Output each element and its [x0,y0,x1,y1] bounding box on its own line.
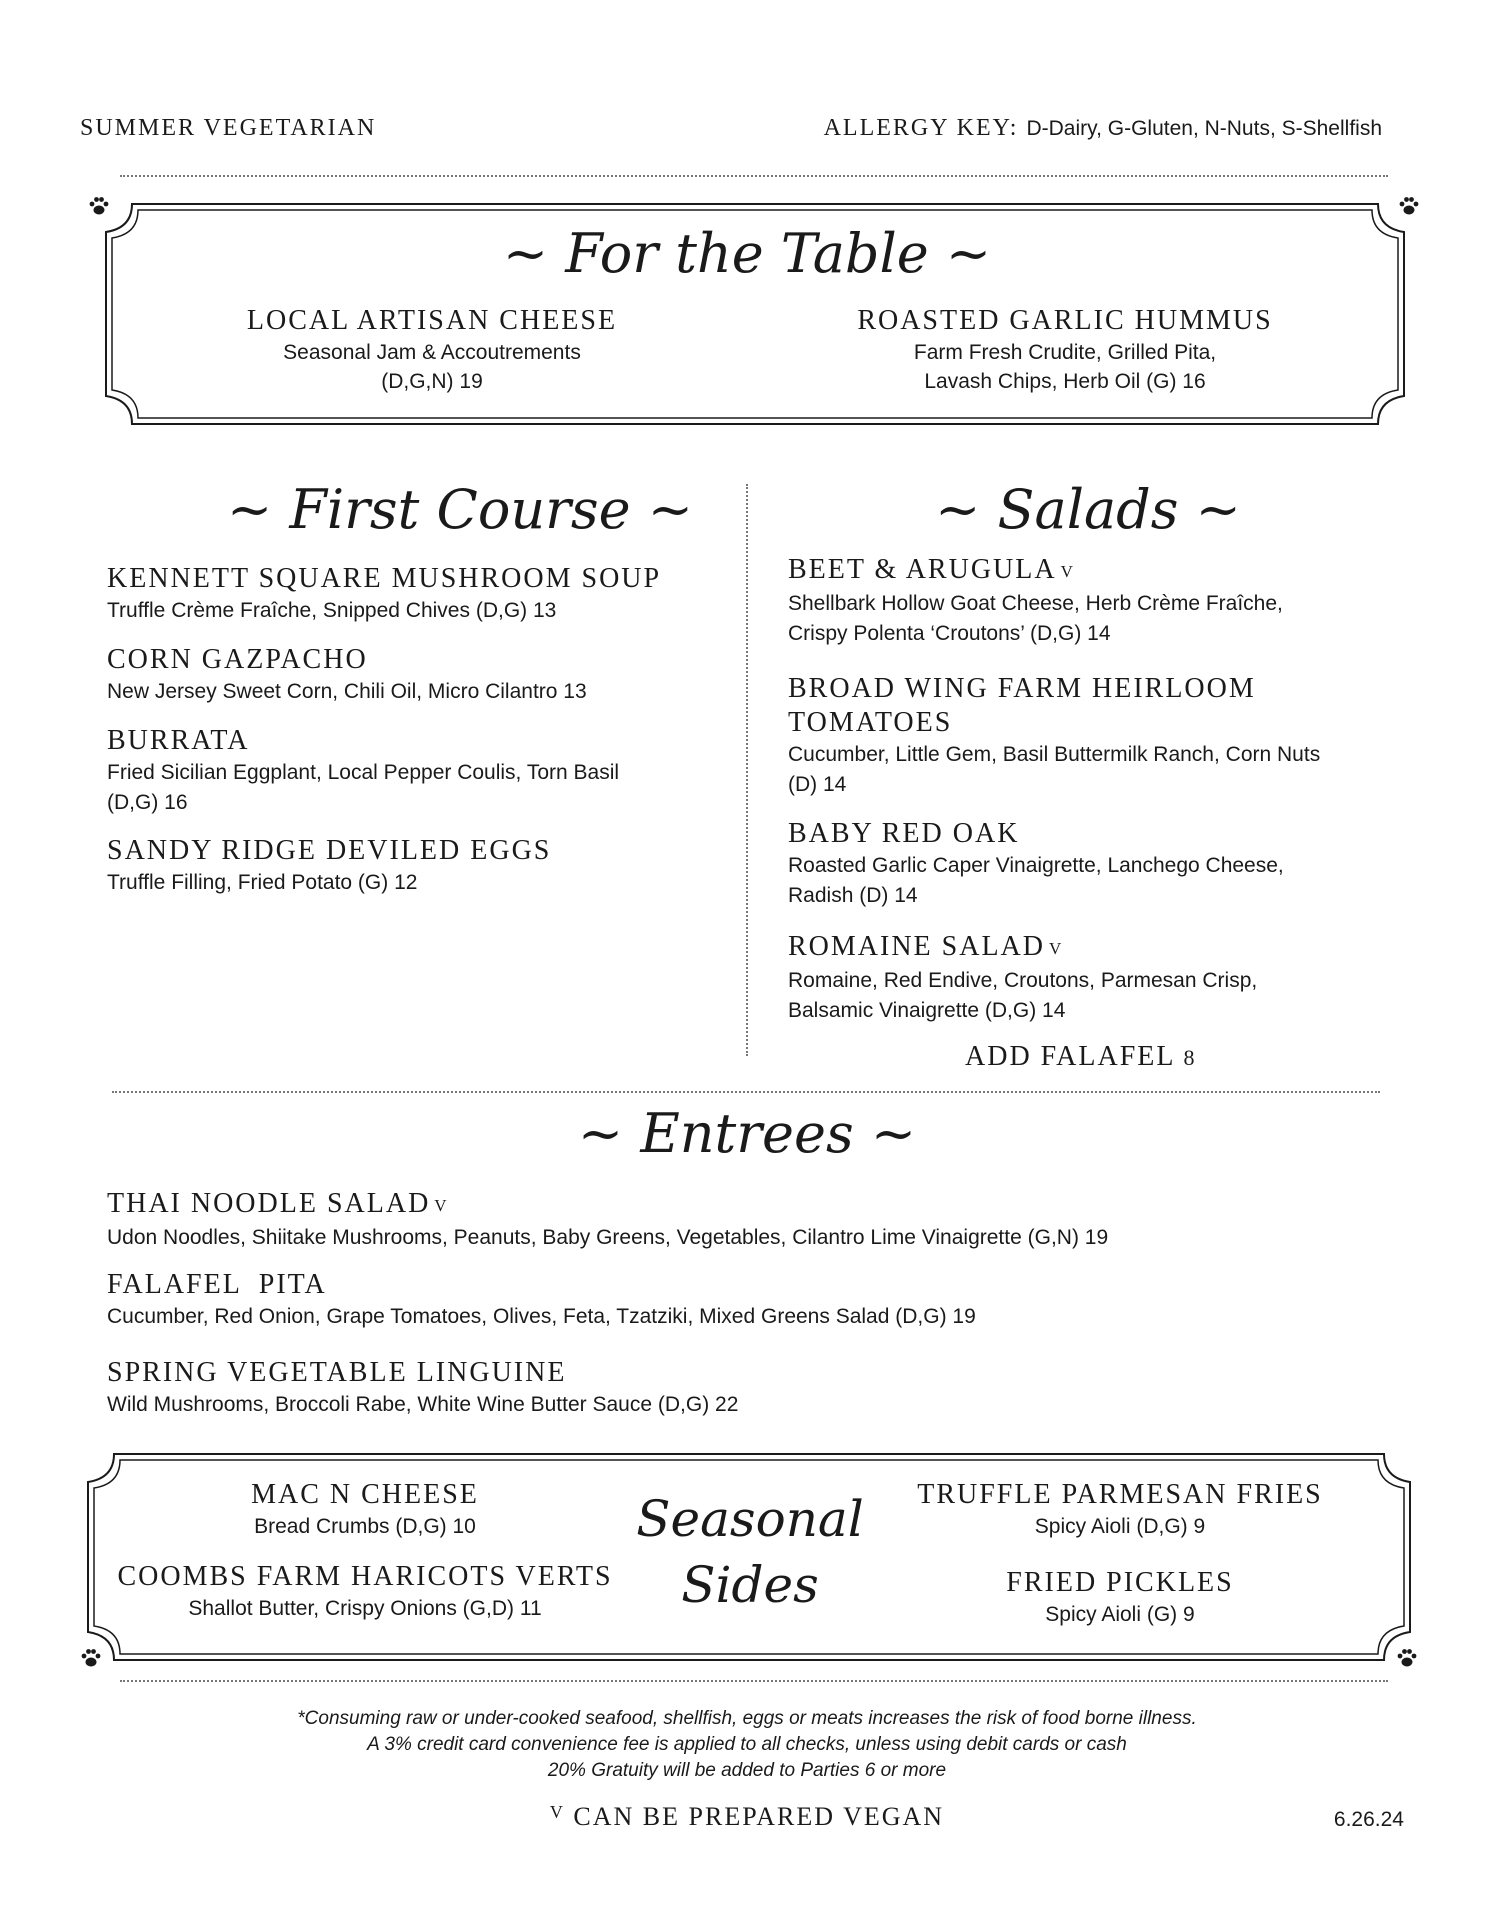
item-description: Shallot Butter, Crispy Onions (G,D) 11 [188,1597,542,1620]
item-name [107,1187,1108,1223]
vegan-legend-text: CAN BE PREPARED VEGAN [573,1802,945,1831]
vegan-mark: V [434,1195,447,1215]
item-price: (D) 14 [788,773,847,796]
item-price: Balsamic Vinaigrette (D,G) 14 [788,998,1066,1022]
item-description: New Jersey Sweet Corn, Chili Oil, Micro Cilantro 13 [107,680,587,703]
item-price: (D,G,N) 19 [381,370,483,393]
item-price: Radish (D) 14 [788,884,918,907]
vegan-legend [0,1802,1494,1832]
menu-item [107,724,619,818]
entrees-title: ~ Entrees ~ [577,1102,917,1165]
item-name: SPRING VEGETABLE LINGUINE [107,1357,567,1388]
item-name: MAC N CHEESE [251,1479,479,1510]
item-name: CORN GAZPACHO [107,644,368,675]
item-description: Cucumber, Little Gem, Basil Buttermilk Ranch, Corn Nuts [788,743,1321,766]
disclaimer [0,1706,1494,1784]
menu-item [100,1478,630,1541]
item-name: TRUFFLE PARMESAN FRIES [917,1479,1323,1510]
allergy-key [824,115,1382,142]
bottom-divider [120,1680,1388,1682]
item-description: Farm Fresh Crudite, Grilled Pita, [913,341,1217,364]
menu-item [830,304,1300,396]
item-name-text: ROMAINE SALAD [788,931,1045,962]
menu-item [788,930,1257,1026]
menu-item [788,672,1320,800]
item-description: Spicy Aioli (D,G) 9 [1034,1515,1206,1538]
item-description: Fried Sicilian Eggplant, Local Pepper Coulis, Torn Basil [107,761,620,784]
item-price: Lavash Chips, Herb Oil (G) 16 [924,370,1206,393]
item-name: FRIED PICKLES [1006,1567,1234,1598]
menu-item [107,643,587,707]
menu-item [200,304,664,396]
item-description: Cucumber, Red Onion, Grape Tomatoes, Olives, Feta, Tzatziki, Mixed Greens Salad (D,G) 19 [107,1305,976,1328]
vegan-mark: V [549,1802,565,1822]
top-divider [120,175,1388,177]
item-name: COOMBS FARM HARICOTS VERTS [117,1561,613,1592]
allergy-key-text: D-Dairy, G-Gluten, N-Nuts, S-Shellfish [1026,117,1382,140]
item-description: Wild Mushrooms, Broccoli Rabe, White Wine Butter Sauce (D,G) 22 [107,1393,739,1416]
menu-item [100,1560,630,1623]
seasonal-sides-title-line2: Sides [681,1556,819,1614]
item-description: Seasonal Jam & Accoutrements [283,341,581,364]
item-name: KENNETT SQUARE MUSHROOM SOUP [107,563,662,594]
item-name: BABY RED OAK [788,818,1020,849]
item-description: Romaine, Red Endive, Croutons, Parmesan Crisp, [788,968,1258,992]
add-on-price: 8 [1183,1045,1197,1070]
menu-item [788,553,1283,649]
item-description: Bread Crumbs (D,G) 10 [254,1515,476,1538]
first-course-title: ~ First Course ~ [226,478,694,541]
vegan-mark: V [1049,938,1062,958]
menu-item [107,834,551,898]
item-description: Udon Noodles, Shiitake Mushrooms, Peanuts, Baby Greens, Vegetables, Cilantro Lime Vinaigrette (G,N) 19 [107,1225,1109,1249]
item-name-line2: TOMATOES [788,707,953,738]
item-name: BROAD WING FARM HEIRLOOM [788,673,1256,704]
paw-icon [88,196,110,216]
item-name: BURRATA [107,725,250,756]
seasonal-sides-title [630,1486,870,1618]
menu-item [107,1356,738,1420]
menu-item [890,1566,1350,1629]
paw-icon [1396,1648,1418,1668]
add-on-label: ADD FALAFEL [965,1041,1175,1072]
item-description: Shellbark Hollow Goat Cheese, Herb Crème Fraîche, [788,591,1283,615]
item-name [788,930,1257,966]
entrees-divider [112,1091,1380,1093]
for-the-table-title: ~ For the Table ~ [502,222,992,285]
paw-icon [1398,196,1420,216]
item-name: LOCAL ARTISAN CHEESE [246,305,618,336]
item-description: Spicy Aioli (G) 9 [1045,1603,1195,1626]
item-name: FALAFEL PITA [107,1269,327,1300]
item-price: (D,G) 16 [107,791,188,814]
disclaimer-line: 20% Gratuity will be added to Parties 6 or more [547,1760,947,1781]
item-name: ROASTED GARLIC HUMMUS [857,305,1273,336]
vegan-mark: V [1060,561,1073,581]
item-name-text: THAI NOODLE SALAD [107,1188,431,1219]
item-description: Roasted Garlic Caper Vinaigrette, Lanchego Cheese, [788,854,1284,877]
menu-item [107,1268,976,1332]
item-description: Truffle Crème Fraîche, Snipped Chives (D,G) 13 [107,599,557,622]
item-name-text: BEET & ARUGULA [788,554,1057,585]
allergy-key-label: ALLERGY KEY: [823,115,1019,141]
item-name [788,553,1283,589]
menu-item [788,817,1284,911]
disclaimer-line: A 3% credit card convenience fee is applied to all checks, unless using debit cards or cash [367,1734,1127,1755]
disclaimer-line: *Consuming raw or under-cooked seafood, shellfish, eggs or meats increases the risk of food borne illness. [297,1708,1197,1729]
paw-icon [80,1648,102,1668]
menu-name: SUMMER VEGETARIAN [80,115,377,141]
seasonal-sides-title-line1: Seasonal [636,1490,864,1548]
menu-item [107,562,661,626]
item-name: SANDY RIDGE DEVILED EGGS [107,835,552,866]
menu-item [107,1187,1108,1253]
menu-item [890,1478,1350,1541]
add-on [965,1040,1196,1075]
item-price: Crispy Polenta ‘Croutons’ (D,G) 14 [788,621,1111,645]
salads-title: ~ Salads ~ [935,478,1241,541]
menu-date: 6.26.24 [1333,1808,1404,1831]
column-divider [746,484,748,1056]
item-description: Truffle Filling, Fried Potato (G) 12 [107,871,418,894]
